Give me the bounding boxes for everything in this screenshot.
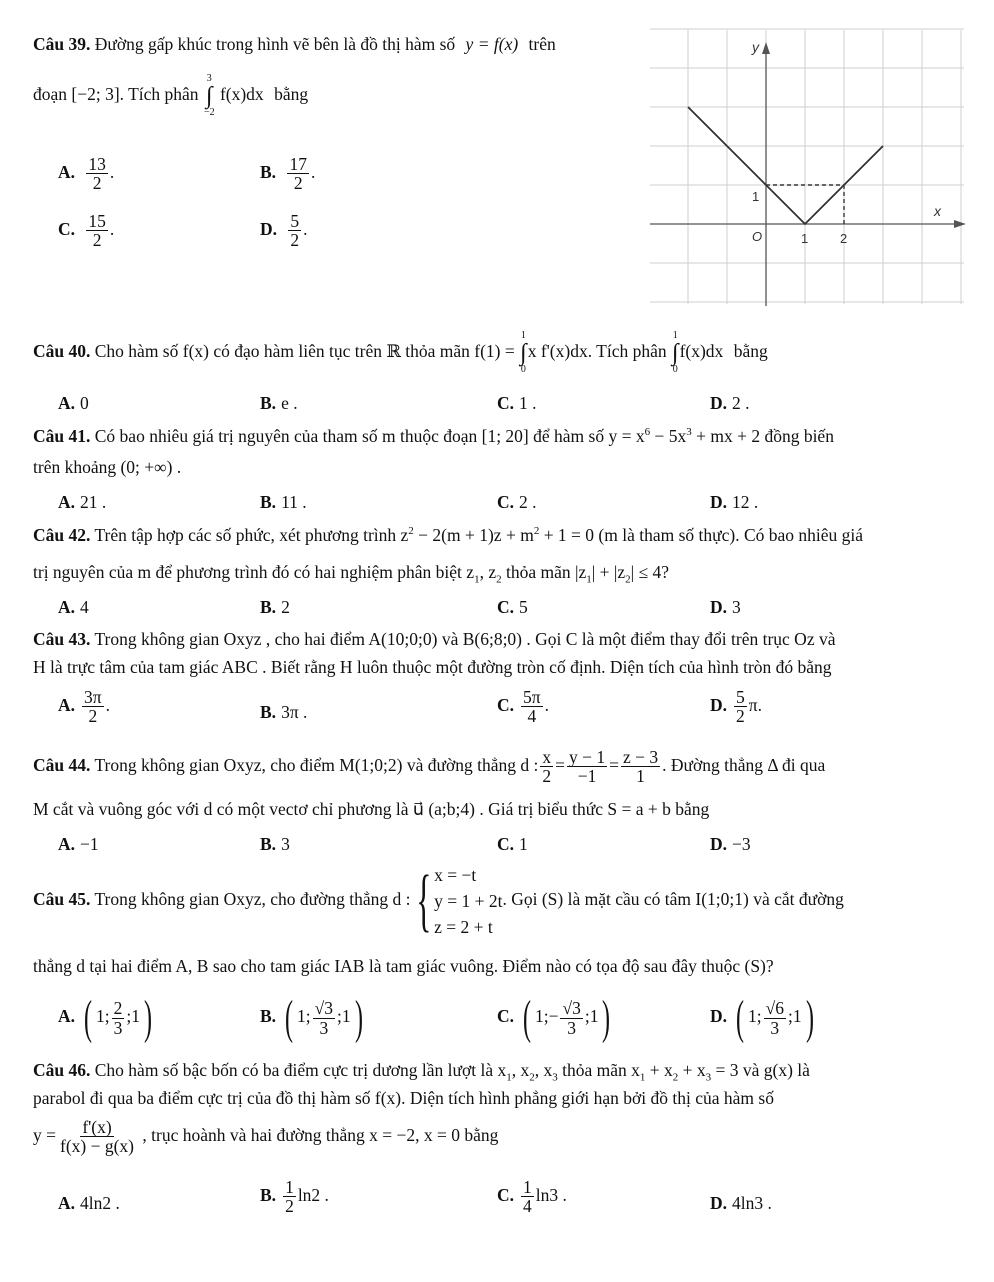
q44-option-d[interactable] — [710, 834, 751, 855]
y-tick-1: 1 — [752, 189, 760, 204]
numerator: 5 — [736, 687, 745, 707]
denominator: 4 — [523, 1196, 532, 1217]
subscript: 2 — [672, 1071, 679, 1084]
q40-option-b[interactable] — [260, 393, 298, 414]
left-brace-icon: { — [415, 862, 431, 939]
q46-line1: Câu 46. Cho hàm số bậc bốn có ba điểm cực trị dương lần lượt là $x_1$, $x_2$, $x_3$ thỏa mãn $x_1 + x_2 + x_3 = 3$ và g(x) là — [33, 1060, 810, 1084]
q46-label: Câu 46. — [33, 1060, 91, 1080]
fraction — [112, 999, 125, 1037]
fraction — [313, 999, 335, 1037]
int-lower: 0 — [672, 363, 678, 375]
option-label: A. — [58, 161, 76, 182]
subscript: 3 — [552, 1071, 558, 1084]
fraction — [86, 155, 108, 193]
suffix: . — [303, 218, 308, 239]
q44-option-a[interactable] — [58, 834, 99, 855]
q42-text: | + |z — [591, 562, 626, 582]
q39-text-end: trên — [528, 34, 556, 54]
q39-option-b[interactable] — [260, 155, 315, 193]
q40-line1 — [33, 322, 768, 380]
coord-pre: 1; — [96, 1006, 110, 1027]
numerator: √6 — [765, 998, 784, 1019]
paren-left-icon: ( — [736, 991, 745, 1044]
q46-text: thỏa mãn x — [557, 1060, 640, 1080]
q43-label: Câu 43. — [33, 629, 91, 649]
subscript: 2 — [529, 1071, 535, 1084]
numerator: 2 — [113, 998, 123, 1019]
subscript: 2 — [625, 573, 631, 586]
fraction — [82, 688, 104, 726]
coord-pre: 1;− — [535, 1006, 559, 1027]
exponent: 3 — [686, 426, 692, 439]
paren-right-icon: ) — [143, 991, 152, 1044]
fraction — [567, 748, 607, 786]
q39-graph — [650, 26, 966, 306]
fraction — [283, 1178, 296, 1216]
paren-right-icon: ) — [354, 991, 363, 1044]
numerator: f'(x) — [82, 1117, 112, 1137]
option-text: 0 — [80, 393, 89, 413]
q39-line2-end: bằng — [274, 84, 309, 105]
option-label: B. — [260, 834, 277, 854]
option-label: C. — [497, 694, 515, 715]
option-text: 4ln3 . — [732, 1193, 772, 1213]
q46-text: , trục hoành và hai đường thẳng x = −2, x = 0 bằng — [142, 1124, 499, 1145]
q42-text2: − 2(m + 1)z + m — [413, 525, 534, 545]
q40-text2: . Tích phân — [587, 341, 667, 361]
option-label: C. — [497, 1006, 515, 1027]
option-label: D. — [710, 492, 728, 512]
integral-sign-icon: ∫ — [205, 83, 213, 109]
suffix: π. — [748, 694, 762, 715]
exponent: 6 — [644, 426, 651, 439]
option-label: A. — [58, 694, 76, 715]
fraction — [540, 748, 553, 786]
option-label: A. — [58, 597, 76, 617]
q39-label: Câu 39. — [33, 34, 91, 54]
q39-option-d[interactable] — [260, 212, 308, 250]
q43-line2: H là trực tâm của tam giác ABC . Biết rằng H luôn thuộc một đường tròn cố định. Diện tích của hình tròn đó bằng — [33, 657, 832, 677]
option-text: 4ln2 . — [80, 1193, 120, 1213]
q42-line1 — [33, 525, 863, 546]
numerator: y − 1 — [568, 747, 606, 767]
y-axis-arrow-icon — [762, 42, 770, 54]
q41-option-d[interactable] — [710, 492, 758, 513]
suffix: . — [310, 161, 316, 182]
option-label: B. — [260, 492, 277, 512]
q46-line2: parabol đi qua ba điểm cực trị của đồ thị hàm số f(x). Diện tích hình phẳng giới hạn bởi đồ thị của hàm số — [33, 1088, 774, 1108]
q44-option-c[interactable] — [497, 834, 528, 855]
option-label: B. — [260, 1006, 277, 1027]
option-label: B. — [260, 597, 277, 617]
option-label: D. — [710, 1006, 728, 1027]
option-text: 1 . — [519, 393, 537, 413]
numerator: 5 — [290, 211, 300, 231]
equals: = — [609, 754, 619, 775]
q43-line1 — [33, 629, 835, 650]
q44-label: Câu 44. — [33, 754, 91, 775]
option-label: D. — [710, 597, 728, 617]
q40-integral-2 — [672, 331, 679, 375]
option-label: A. — [58, 393, 76, 413]
coord-post: ;1 — [337, 1006, 351, 1027]
option-text: 2 . — [732, 393, 750, 413]
denominator: 3 — [567, 1017, 577, 1038]
q43-option-c[interactable] — [497, 688, 549, 726]
int-upper: 1 — [520, 329, 526, 341]
option-text: e . — [281, 393, 298, 413]
subscript: 3 — [705, 1071, 712, 1084]
equals: = — [555, 754, 565, 775]
q43-option-a[interactable] — [58, 688, 110, 726]
q40-int1-body: x f'(x)dx — [527, 341, 588, 361]
suffix: . — [109, 161, 115, 182]
q42-text: , z — [479, 562, 497, 582]
q40-option-c[interactable] — [497, 393, 537, 414]
fraction — [521, 1178, 534, 1216]
denominator: 3 — [319, 1017, 329, 1038]
integral-sign-icon: ∫ — [672, 339, 679, 366]
int-upper: 3 — [206, 73, 212, 84]
option-label: C. — [497, 834, 515, 854]
option-label: A. — [58, 1193, 76, 1213]
denominator: 4 — [527, 706, 537, 727]
option-label: C. — [497, 492, 515, 512]
q46-option-d[interactable] — [710, 1193, 772, 1214]
q39-option-c[interactable] — [58, 212, 114, 250]
subscript: 1 — [506, 1071, 512, 1084]
q42-label: Câu 42. — [33, 525, 91, 545]
q44-text2: . Đường thẳng Δ đi qua — [662, 754, 826, 775]
q39-option-a[interactable] — [58, 155, 114, 193]
x-tick-2: 2 — [840, 231, 848, 246]
q40-text1: Cho hàm số f(x) có đạo hàm liên tục trên ℝ thỏa mãn f(1) = — [94, 341, 515, 361]
denominator: 2 — [92, 173, 102, 194]
paren-left-icon: ( — [285, 991, 294, 1044]
denominator: 2 — [285, 1196, 294, 1217]
denominator: 3 — [113, 1017, 123, 1038]
numerator: √3 — [314, 998, 334, 1019]
option-label: B. — [260, 393, 277, 413]
denominator: 2 — [92, 230, 102, 251]
option-text: 5 — [519, 597, 528, 617]
denominator: 2 — [290, 230, 300, 251]
q42-option-c[interactable] — [497, 597, 528, 618]
x-axis-label: x — [934, 203, 941, 219]
q45-line1 — [33, 862, 844, 940]
q46-option-c[interactable] — [497, 1178, 567, 1216]
fraction — [521, 688, 543, 726]
equation-system — [411, 862, 503, 940]
option-label: D. — [710, 1193, 728, 1213]
fraction — [58, 1118, 136, 1156]
int-upper: 1 — [672, 329, 678, 341]
fraction — [764, 999, 786, 1037]
q41-label: Câu 41. — [33, 426, 91, 446]
q41-text2: − 5x — [650, 426, 687, 446]
option-label: D. — [710, 393, 728, 413]
q39-line2-text: đoạn [−2; 3]. Tích phân — [33, 84, 199, 105]
fraction — [621, 748, 660, 786]
option-label: C. — [497, 393, 515, 413]
paren-left-icon: ( — [84, 991, 93, 1044]
suffix: . — [544, 694, 549, 715]
q41-line1 — [33, 426, 834, 447]
subscript: 1 — [639, 1071, 646, 1084]
option-text: 12 . — [732, 492, 759, 512]
option-text: 21 . — [80, 492, 107, 512]
option-label: D. — [710, 694, 728, 715]
q46-option-b[interactable] — [260, 1178, 329, 1216]
numerator: 1 — [523, 1177, 532, 1197]
option-text: −3 — [732, 834, 751, 854]
subscript: 1 — [474, 573, 480, 586]
q45-option-a[interactable] — [58, 991, 156, 1044]
q39-int-body: f(x)dx — [219, 84, 264, 105]
system-line: y = 1 + 2t — [434, 891, 503, 911]
exponent: 2 — [533, 525, 540, 538]
q45-label: Câu 45. — [33, 889, 91, 910]
denominator: f(x) − g(x) — [60, 1136, 135, 1157]
option-label: D. — [710, 834, 728, 854]
suffix: . — [105, 694, 110, 715]
q45-option-b[interactable] — [260, 991, 367, 1044]
numerator: z − 3 — [622, 747, 659, 767]
denominator: 3 — [770, 1017, 780, 1038]
q46-option-a[interactable] — [58, 1193, 120, 1214]
coord-pre: 1; — [748, 1006, 762, 1027]
q45-option-c[interactable] — [497, 991, 614, 1044]
grid — [650, 29, 964, 304]
fraction — [560, 999, 582, 1037]
q40-option-a[interactable] — [58, 393, 89, 414]
option-text: 2 . — [519, 492, 537, 512]
int-lower: −2 — [203, 107, 215, 118]
denominator: −1 — [577, 766, 597, 787]
x-axis-arrow-icon — [954, 220, 966, 228]
q42-option-a[interactable] — [58, 597, 89, 618]
option-label: C. — [58, 218, 76, 239]
function-polyline — [688, 107, 883, 224]
paren-right-icon: ) — [602, 991, 611, 1044]
q44-option-b[interactable] — [260, 834, 290, 855]
q43-option-d[interactable] — [710, 688, 762, 726]
option-label: A. — [58, 492, 76, 512]
numerator: x — [542, 747, 552, 767]
q40-text3: bằng — [733, 341, 768, 361]
option-text: −1 — [80, 834, 99, 854]
option-label: A. — [58, 834, 76, 854]
q42-text: thỏa mãn |z — [501, 562, 587, 582]
option-label: B. — [260, 161, 277, 182]
q40-int2-body: f(x)dx — [679, 341, 724, 361]
fraction — [287, 155, 309, 193]
int-lower: 0 — [520, 363, 526, 375]
denominator: 2 — [88, 706, 98, 727]
coord-pre: 1; — [297, 1006, 311, 1027]
exponent: 2 — [408, 525, 414, 538]
q39-line1 — [33, 34, 556, 55]
q41-option-b[interactable] — [260, 492, 307, 513]
q44-text1: Trong không gian Oxyz, cho điểm M(1;0;2) và đường thẳng d : — [94, 754, 539, 775]
coord-post: ;1 — [126, 1006, 140, 1027]
suffix: . — [109, 218, 115, 239]
option-label: D. — [260, 218, 278, 239]
option-label: B. — [260, 1184, 277, 1205]
q45-text1: Trong không gian Oxyz, cho đường thẳng d : — [94, 889, 411, 910]
integral-sign-icon: ∫ — [520, 339, 527, 366]
numerator: 1 — [285, 1177, 294, 1197]
q39-text: Đường gấp khúc trong hình vẽ bên là đồ thị hàm số — [94, 34, 456, 54]
numerator: 13 — [88, 154, 106, 174]
q46-line3 — [33, 1118, 498, 1156]
denominator: 2 — [542, 766, 552, 787]
q46-text: Cho hàm số bậc bốn có ba điểm cực trị dương lần lượt là x — [94, 1060, 507, 1080]
coord-post: ;1 — [787, 1006, 802, 1027]
denominator: 2 — [293, 173, 303, 194]
option-text: 3 — [281, 834, 290, 854]
system-line: x = −t — [434, 865, 477, 885]
suffix: ln3 . — [535, 1184, 567, 1205]
q45-option-d[interactable] — [710, 991, 818, 1044]
q42-text: trị nguyên của m để phương trình đó có hai nghiệm phân biệt z — [33, 562, 475, 582]
q41-option-a[interactable] — [58, 492, 106, 513]
q46-text: = 3 và g(x) là — [711, 1060, 810, 1080]
q43-text1: Trong không gian Oxyz , cho hai điểm A(10;0;0) và B(6;8;0) . Gọi C là một điểm thay đổi trên trục Oz và — [94, 629, 836, 649]
axes — [650, 42, 966, 306]
q42-text1: Trên tập hợp các số phức, xét phương trình z — [94, 525, 409, 545]
fraction — [288, 212, 301, 250]
q39-integral — [204, 74, 215, 118]
option-label: B. — [260, 702, 277, 722]
q45-line2: thẳng d tại hai điểm A, B sao cho tam giác IAB là tam giác vuông. Điểm nào có tọa độ sau đây thuộc (S)? — [33, 956, 774, 976]
option-text: 2 — [281, 597, 290, 617]
q40-option-d[interactable] — [710, 393, 750, 414]
q39-line2 — [33, 74, 308, 118]
q44-line1 — [33, 748, 825, 786]
numerator: 5π — [523, 687, 541, 707]
q41-option-c[interactable] — [497, 492, 537, 513]
numerator: 3π — [84, 687, 102, 707]
q41-text1: Có bao nhiêu giá trị nguyên của tham số m thuộc đoạn [1; 20] để hàm số y = x — [94, 426, 645, 446]
option-text: 3π . — [281, 702, 308, 722]
fraction — [734, 688, 747, 726]
q42-option-d[interactable] — [710, 597, 741, 618]
option-label: C. — [497, 1184, 515, 1205]
numerator: 17 — [289, 154, 307, 174]
q42-option-b[interactable] — [260, 597, 290, 618]
numerator: √3 — [562, 998, 581, 1019]
q40-integral-1 — [520, 331, 527, 375]
denominator: 1 — [636, 766, 645, 787]
option-label: A. — [58, 1006, 76, 1027]
q44-line2: M cắt và vuông góc với d có một vectơ chỉ phương là u⃗ (a;b;4) . Giá trị biểu thức S = a + b bằng — [33, 799, 710, 819]
subscript: 2 — [496, 573, 502, 586]
fraction — [86, 212, 108, 250]
option-label: C. — [497, 597, 515, 617]
numerator: 15 — [88, 211, 106, 231]
q41-line2: trên khoảng (0; +∞) . — [33, 457, 182, 477]
paren-right-icon: ) — [805, 991, 814, 1044]
origin-label: O — [752, 229, 763, 244]
option-text: 4 — [80, 597, 89, 617]
coord-post: ;1 — [584, 1006, 599, 1027]
q39-func: y = f(x) — [465, 34, 519, 54]
suffix: ln2 . — [297, 1184, 329, 1205]
q40-label: Câu 40. — [33, 341, 91, 361]
option-text: 1 — [519, 834, 528, 854]
option-text: 3 — [732, 597, 741, 617]
y-axis-label: y — [752, 39, 759, 55]
q43-option-b[interactable] — [260, 702, 307, 723]
x-tick-1: 1 — [801, 231, 809, 246]
system-line: z = 2 + t — [434, 917, 493, 937]
paren-left-icon: ( — [523, 991, 532, 1044]
q42-text3: + 1 = 0 (m là tham số thực). Có bao nhiêu giá — [539, 525, 864, 545]
denominator: 2 — [736, 706, 745, 727]
q45-text2: . Gọi (S) là mặt cầu có tâm I(1;0;1) và cắt đường — [502, 889, 844, 910]
q42-text: | ≤ 4? — [630, 562, 670, 582]
q41-text3: + mx + 2 đồng biến — [691, 426, 834, 446]
subscript: 1 — [586, 573, 592, 586]
option-text: 11 . — [281, 492, 307, 512]
q42-line2 — [33, 562, 669, 586]
q46-y-eq: y = — [33, 1124, 56, 1145]
